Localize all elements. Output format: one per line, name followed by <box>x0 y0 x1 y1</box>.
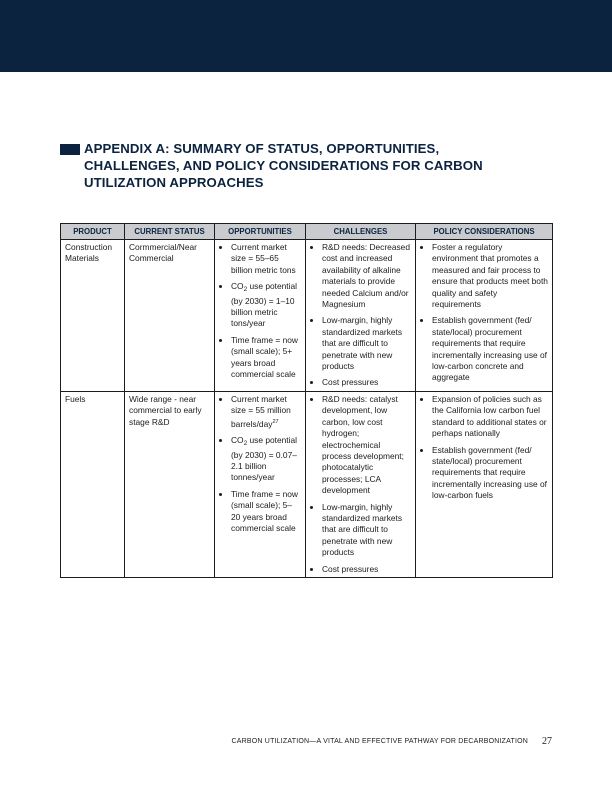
subscript: 2 <box>243 286 248 294</box>
cell-status: Cormmercial/Near Commercial <box>125 240 215 392</box>
list-item-text: Current market size = 55 million barrels/day <box>231 393 291 429</box>
table-row <box>61 391 553 577</box>
list-item: • Expansion of policies such as the California low carbon fuel standard to additional states or perhaps nationally <box>432 394 548 440</box>
cell-status: Wide range - near commercial to early stage R&D <box>125 391 215 577</box>
policy-list <box>420 394 548 502</box>
list-item-text: use potential (by 2030) = 0.07–2.1 billion tonnes/year <box>231 435 298 483</box>
header-product: PRODUCT <box>61 224 125 240</box>
list-item: • R&D needs: catalyst development, low carbon, low cost hydrogen; electrochemical process development; photocatalytic processes; LCA development <box>322 394 411 497</box>
subscript: 2 <box>243 440 248 448</box>
list-item: • Low-margin, highly standardized markets that are difficult to penetrate with new products <box>322 502 411 559</box>
title-line: UTILIZATION APPROACHES <box>84 175 264 190</box>
list-item <box>231 394 301 430</box>
list-item: • Low-margin, highly standardized markets that are difficult to penetrate with new products <box>322 315 411 372</box>
footnote-reference: 27 <box>272 418 279 425</box>
summary-table <box>60 223 553 578</box>
list-item: • Establish government (fed/ state/local) procurement requirements that require incrementally increasing use of low-carbon fuels <box>432 445 548 502</box>
page-footer <box>0 736 612 750</box>
cell-product: Fuels <box>61 391 125 577</box>
opportunities-list <box>219 242 301 380</box>
co2-text: CO <box>231 435 244 446</box>
cell-policy <box>416 391 553 577</box>
challenges-list <box>310 242 411 389</box>
cell-opportunities <box>215 240 306 392</box>
list-item: • R&D needs: Decreased cost and increased availability of alkaline materials to provide needed Calcium and/or Magnesium <box>322 242 411 310</box>
header-band <box>0 0 612 72</box>
cell-challenges <box>306 391 416 577</box>
cell-opportunities <box>215 391 306 577</box>
page-title <box>84 140 540 191</box>
table-row <box>61 240 553 392</box>
list-item-text: use potential (by 2030) = 1–10 billion metric tons/year <box>231 281 298 329</box>
header-policy-considerations: POLICY CONSIDERATIONS <box>416 224 553 240</box>
list-item <box>231 435 301 484</box>
title-line: APPENDIX A: SUMMARY OF STATUS, OPPORTUNITIES, <box>84 141 440 156</box>
header-opportunities: OPPORTUNITIES <box>215 224 306 240</box>
cell-challenges <box>306 240 416 392</box>
list-item: • Establish government (fed/ state/local) procurement requirements that require incrementally increasing use of low-carbon concrete and aggregate <box>432 315 548 383</box>
page-number: 27 <box>542 736 552 747</box>
cell-policy <box>416 240 553 392</box>
table-header-row <box>61 224 553 240</box>
list-item <box>231 281 301 330</box>
heading-marker-bar <box>60 144 80 155</box>
policy-list <box>420 242 548 384</box>
list-item: • Time frame = now (small scale); 5+ years broad commercial scale <box>231 335 301 381</box>
header-current-status: CURRENT STATUS <box>125 224 215 240</box>
list-item: • Cost pressures <box>322 377 411 388</box>
cell-product: Construction Materials <box>61 240 125 392</box>
appendix-heading <box>60 140 540 191</box>
co2-text: CO <box>231 281 244 292</box>
list-item: • Current market size = 55–65 billion metric tons <box>231 242 301 276</box>
list-item: • Time frame = now (small scale); 5–20 years broad commercial scale <box>231 489 301 535</box>
list-item: • Cost pressures <box>322 564 411 575</box>
title-line: CHALLENGES, AND POLICY CONSIDERATIONS FOR CARBON <box>84 158 483 173</box>
challenges-list <box>310 394 411 575</box>
header-challenges: CHALLENGES <box>306 224 416 240</box>
footer-title: CARBON UTILIZATION—A VITAL AND EFFECTIVE PATHWAY FOR DECARBONIZATION <box>231 738 528 745</box>
list-item: • Foster a regulatory environment that promotes a measured and fair process to ensure that products meet both quality and safety requirements <box>432 242 548 310</box>
opportunities-list <box>219 394 301 534</box>
